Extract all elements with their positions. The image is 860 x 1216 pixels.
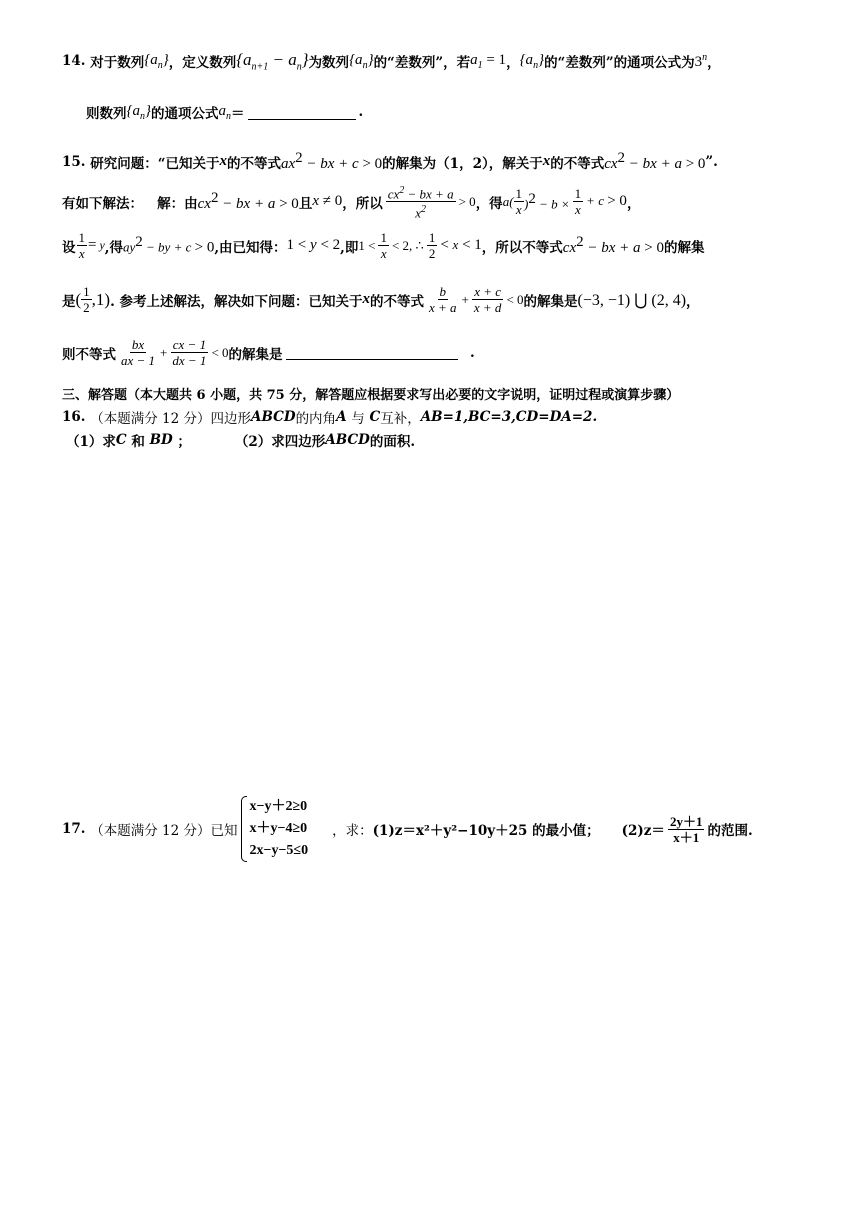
q16-line1: 16. （本题满分 12 分）四边形 ABCD 的内角 A 与 C 互补， AB=1,BC=3,CD=DA=2. — [62, 409, 598, 427]
q16-line2: （1）求 C 和 BD ； （2）求四边形 ABCD 的面积. — [66, 432, 416, 450]
q17-number: 17. — [62, 821, 86, 837]
q15-line3: 设 $\frac{1}{x}$ = y ,得 $ay^2$ − by + c > 0 ,由已知得： 1 < y < 2 ,即 1 < $\frac{1}{x}$ < 2, ∴ $\frac{1}{2}$ < x < 1 ，所以不等式 $cx^2$ − bx + a > 0 的解集 — [62, 230, 705, 261]
q14-answer-blank[interactable] — [248, 105, 356, 120]
constraint-system: x−y＋2≥0 x＋y−4≥0 2x−y−5≤0 — [241, 796, 308, 862]
section-heading: 三、解答题（本大题共 6 小题，共 75 分，解答题应根据要求写出必要的文字说明，证明过程或演算步骤） — [62, 388, 680, 403]
q15-line4: 是 ( $\frac{1}{2}$ ,1) . 参考上述解法，解决如下问题：已知关于 x 的不等式 $\frac{b}{x + a}$ + $\frac{x + c}{x + d}$ < 0 的解集是 (−3, −1) ⋃ (2, 4) ， — [62, 284, 700, 315]
q14-line2: 则数列 $\{a_n\}$ 的通项公式 $a_n$ ＝ . — [86, 102, 364, 122]
q14-number: 14. — [62, 53, 86, 70]
q16-number: 16. — [62, 409, 86, 425]
q15-line5: 则不等式 $\frac{bx}{ax - 1}$ + $\frac{cx - 1}{dx - 1}$ < 0 的解集是 . — [62, 337, 475, 368]
q15-number: 15. — [62, 153, 86, 170]
q17-line: 17. （本题满分 12 分）已知 x−y＋2≥0 x＋y−4≥0 2x−y−5≤0 ，求： (1)z＝x²＋y²−10y＋25 的最小值； (2)z＝ $\frac{2y+1}{x+1}$ 的范围. — [62, 796, 753, 862]
q15-line1: 15. 研究问题：“已知关于 x 的不等式 $ax^2$ − bx + c > 0 的解集为（1，2），解关于 x 的不等式 $cx^2$ − bx + a > 0 ”. — [62, 150, 718, 172]
q14-line1: 14. 对于数列 $\{a_n\}$ ，定义数列 $\{a_{n+1} - a_n\}$ 为数列 $\{a_n\}$ 的“差数列”，若 $a_1 = 1$ ， $\{a_n\}$ 的“差数列”的通项公式为 3$^n$ ， — [62, 50, 721, 73]
q15-answer-blank[interactable] — [286, 345, 458, 360]
q15-line2: 有如下解法： 解：由 $cx^2$ − bx + a > 0 且 x ≠ 0 ，所以 $\frac{cx^2 - bx + a}{x^2}$ > 0 ，得 a( $\frac{1}{x}$ )$^2$ − b × $\frac{1}{x}$ + c > 0 ， — [62, 185, 641, 221]
